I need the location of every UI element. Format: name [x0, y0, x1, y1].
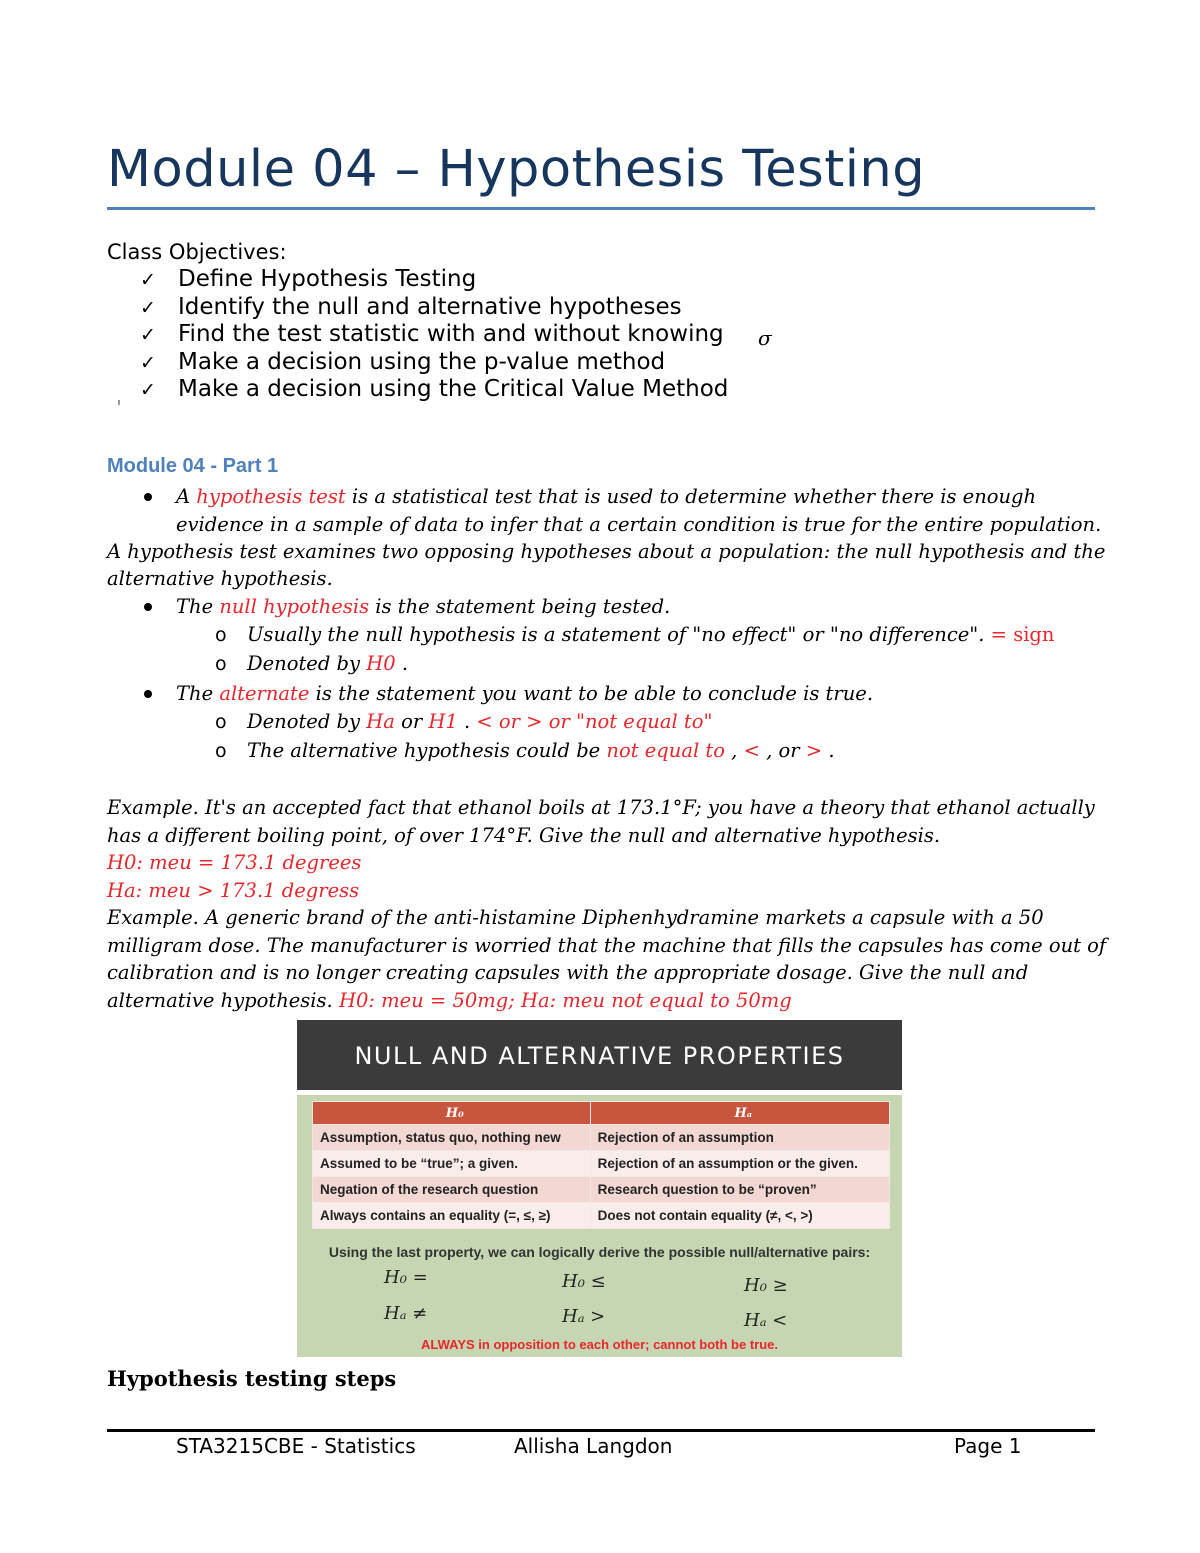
- null-bullet: The null hypothesis is the statement being tested.: [176, 595, 671, 618]
- definition-bullet: A hypothesis test is a statistical test that is used to determine whether there is enough: [176, 485, 1037, 508]
- definition-bullet-cont: evidence in a sample of data to infer that a certain condition is true for the entire population.: [176, 513, 1102, 536]
- table-row: Always contains an equality (=, ≤, ≥) Does not contain equality (≠, <, >): [313, 1203, 890, 1229]
- table-header-h0: H₀: [313, 1102, 591, 1125]
- page-title: Module 04 – Hypothesis Testing: [107, 140, 926, 199]
- pair-h0: H₀ ≥: [744, 1275, 788, 1296]
- sub-bullet-icon: o: [215, 740, 227, 762]
- footer-course: STA3215CBE - Statistics: [176, 1434, 416, 1458]
- pair-h0: H₀ ≤: [562, 1271, 606, 1292]
- stray-mark: [118, 400, 120, 405]
- null-sub-2: Denoted by H0 .: [247, 652, 409, 675]
- sub-bullet-icon: o: [215, 711, 227, 733]
- paragraph-line: alternative hypothesis.: [107, 567, 333, 590]
- table-row: Assumed to be “true”; a given. Rejection of an assumption or the given.: [313, 1151, 890, 1177]
- bullet-icon: [144, 603, 152, 611]
- figure-footnote: ALWAYS in opposition to each other; cannot both be true.: [420, 1337, 779, 1352]
- sigma-symbol: σ: [758, 326, 772, 350]
- alternate-sub-1: Denoted by Ha or H1 . < or > or "not equal to": [247, 710, 713, 733]
- objectives-heading: Class Objectives:: [107, 240, 287, 264]
- properties-table: [312, 1101, 890, 1229]
- null-sub-1: Usually the null hypothesis is a statement of "no effect" or "no difference". = sign: [247, 623, 1055, 646]
- checkmark-icon: ✓: [140, 379, 156, 401]
- checkmark-icon: ✓: [140, 324, 156, 346]
- example2-line: Example. A generic brand of the anti-histamine Diphenhydramine markets a capsule with a 50: [107, 906, 1044, 929]
- objective-item: ✓ Identify the null and alternative hypotheses: [140, 294, 682, 320]
- example1-h0: H0: meu = 173.1 degrees: [107, 851, 362, 874]
- table-row: Negation of the research question Research question to be “proven”: [313, 1177, 890, 1203]
- pair-ha: Hₐ ≠: [384, 1303, 428, 1324]
- table-header-ha: Hₐ: [590, 1102, 889, 1125]
- pair-ha: Hₐ >: [562, 1306, 606, 1327]
- alternate-sub-2: The alternative hypothesis could be not equal to , < , or > .: [247, 739, 835, 762]
- sub-bullet-icon: o: [215, 653, 227, 675]
- paragraph-line: A hypothesis test examines two opposing hypotheses about a population: the null hypothesis and the: [107, 540, 1106, 563]
- bullet-icon: [144, 493, 152, 501]
- checkmark-icon: ✓: [140, 297, 156, 319]
- sub-bullet-icon: o: [215, 624, 227, 646]
- title-underline: [107, 207, 1095, 210]
- example2-line: alternative hypothesis. H0: meu = 50mg; Ha: meu not equal to 50mg: [107, 989, 792, 1012]
- objective-item: ✓ Find the test statistic with and without knowing: [140, 321, 724, 347]
- pair-h0: H₀ =: [384, 1267, 428, 1288]
- objective-item: ✓ Make a decision using the Critical Value Method: [140, 376, 729, 402]
- alternate-bullet: The alternate is the statement you want to be able to conclude is true.: [176, 682, 874, 705]
- footer-rule: [107, 1429, 1095, 1432]
- example2-line: calibration and is no longer creating capsules with the appropriate dosage. Give the null and: [107, 961, 1029, 984]
- example1-ha: Ha: meu > 173.1 degress: [107, 879, 360, 902]
- section-heading-part1: Module 04 - Part 1: [107, 455, 279, 477]
- pair-ha: Hₐ <: [744, 1310, 788, 1331]
- example1-line: Example. It's an accepted fact that ethanol boils at 173.1°F; you have a theory that ethanol actually: [107, 796, 1095, 819]
- example2-line: milligram dose. The manufacturer is worried that the machine that fills the capsules has come out of: [107, 934, 1107, 957]
- figure-title: NULL AND ALTERNATIVE PROPERTIES: [354, 1042, 845, 1070]
- example1-line: has a different boiling point, of over 174°F. Give the null and alternative hypothesis.: [107, 824, 941, 847]
- bullet-icon: [144, 690, 152, 698]
- checkmark-icon: ✓: [140, 352, 156, 374]
- objective-item: ✓ Define Hypothesis Testing: [140, 266, 477, 292]
- steps-heading: Hypothesis testing steps: [107, 1366, 397, 1391]
- table-row: Assumption, status quo, nothing new Rejection of an assumption: [313, 1125, 890, 1151]
- objective-item: ✓ Make a decision using the p-value method: [140, 349, 666, 375]
- footer-author: Allisha Langdon: [514, 1434, 673, 1458]
- figure-derive-text: Using the last property, we can logically derive the possible null/alternative pairs:: [328, 1244, 871, 1260]
- footer-page: Page 1: [954, 1434, 1022, 1458]
- checkmark-icon: ✓: [140, 269, 156, 291]
